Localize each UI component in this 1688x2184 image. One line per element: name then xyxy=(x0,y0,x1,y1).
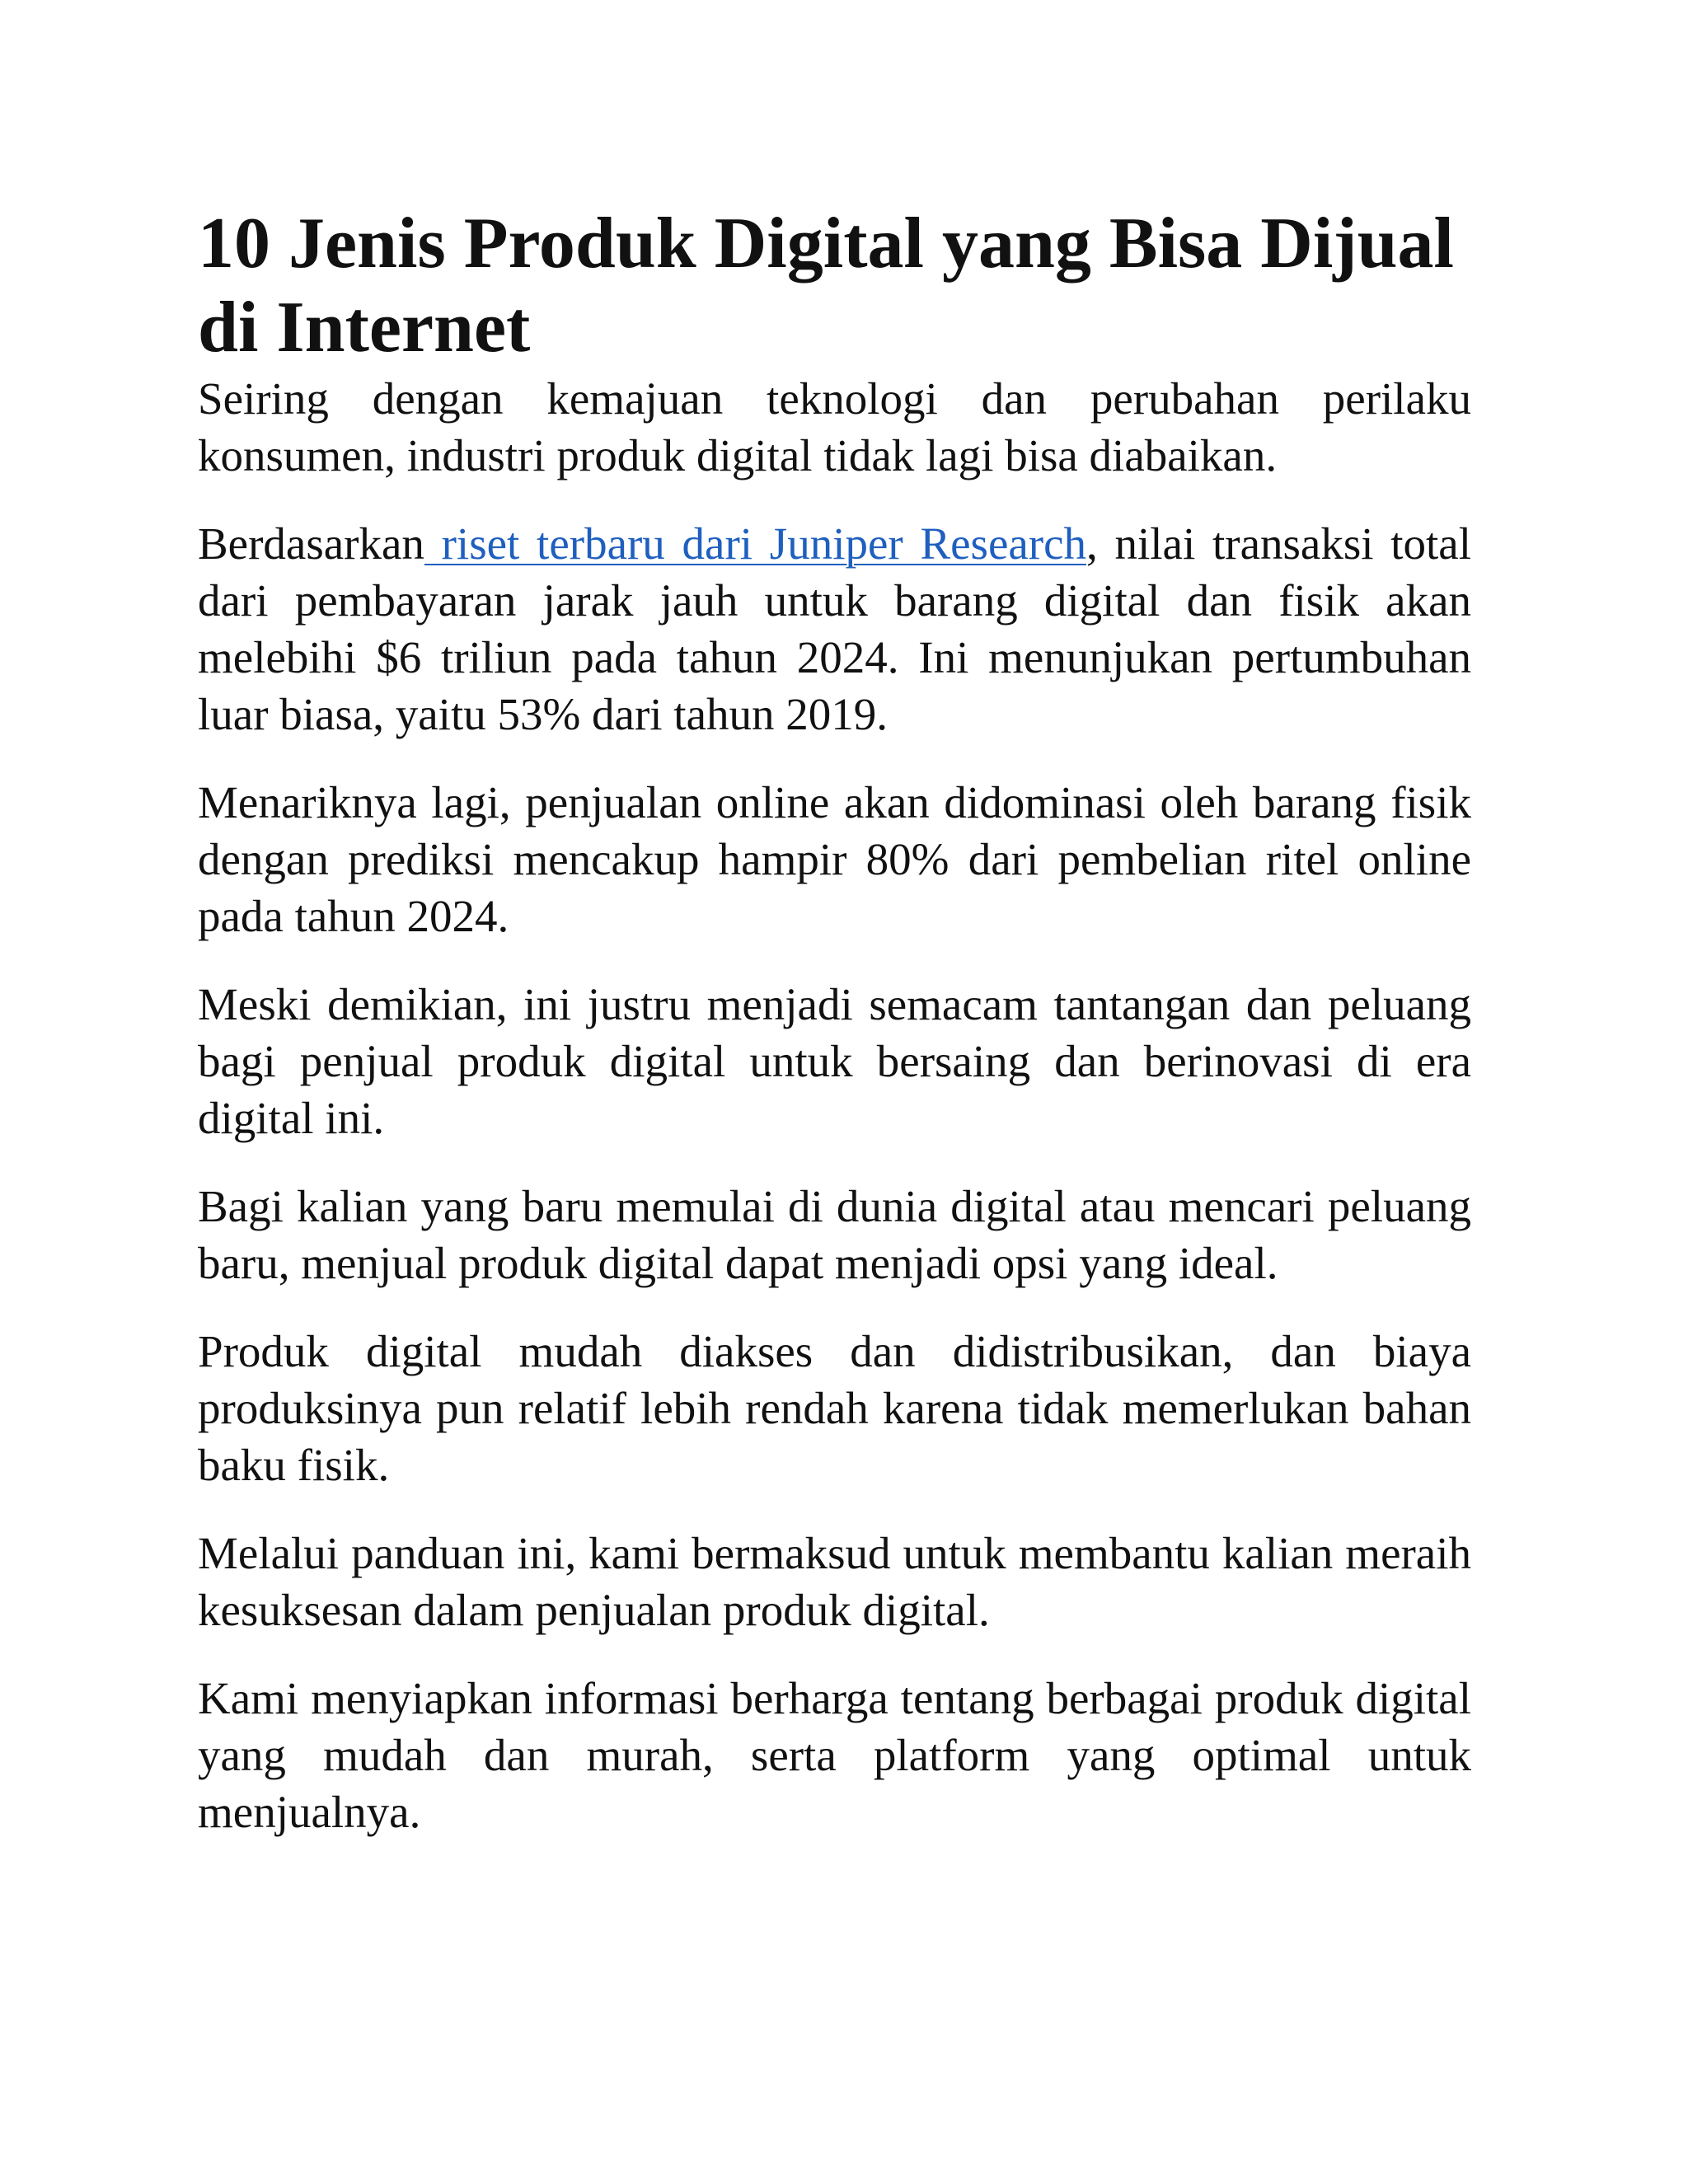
article xyxy=(198,202,1471,1872)
guide-paragraph: Melalui panduan ini, kami bermaksud untuk membantu kalian meraih kesuksesan dalam penjualan produk digital. xyxy=(198,1528,1471,1635)
research-paragraph-lead: Berdasarkan xyxy=(198,518,424,569)
juniper-research-link[interactable]: riset terbaru dari Juniper Research xyxy=(424,518,1086,569)
online-sales-paragraph: Menariknya lagi, penjualan online akan didominasi oleh barang fisik dengan prediksi mencakup hampir 80% dari pembelian ritel online pada tahun 2024. xyxy=(198,777,1471,941)
benefits-paragraph: Produk digital mudah diakses dan didistribusikan, dan biaya produksinya pun relatif lebih rendah karena tidak memerlukan bahan baku fisik. xyxy=(198,1326,1471,1490)
research-paragraph-rest: , nilai transaksi total dari pembayaran jarak jauh untuk barang digital dan fisik akan melebihi $6 triliun pada tahun 2024. Ini menunjukan pertumbuhan luar biasa, yaitu 53% dari tahun 2019. xyxy=(198,518,1471,739)
closing-paragraph: Kami menyiapkan informasi berharga tentang berbagai produk digital yang mudah dan murah, serta platform yang optimal untuk menjualnya. xyxy=(198,1673,1471,1837)
beginner-paragraph: Bagi kalian yang baru memulai di dunia digital atau mencari peluang baru, menjual produk digital dapat menjadi opsi yang ideal. xyxy=(198,1181,1471,1288)
page-title: 10 Jenis Produk Digital yang Bisa Dijual di Internet xyxy=(198,204,1454,368)
research-paragraph xyxy=(198,515,1471,743)
challenge-paragraph: Meski demikian, ini justru menjadi semacam tantangan dan peluang bagi penjual produk digital untuk bersaing dan berinovasi di era digital ini. xyxy=(198,979,1471,1143)
intro-paragraph: Seiring dengan kemajuan teknologi dan perubahan perilaku konsumen, industri produk digital tidak lagi bisa diabaikan. xyxy=(198,373,1471,480)
